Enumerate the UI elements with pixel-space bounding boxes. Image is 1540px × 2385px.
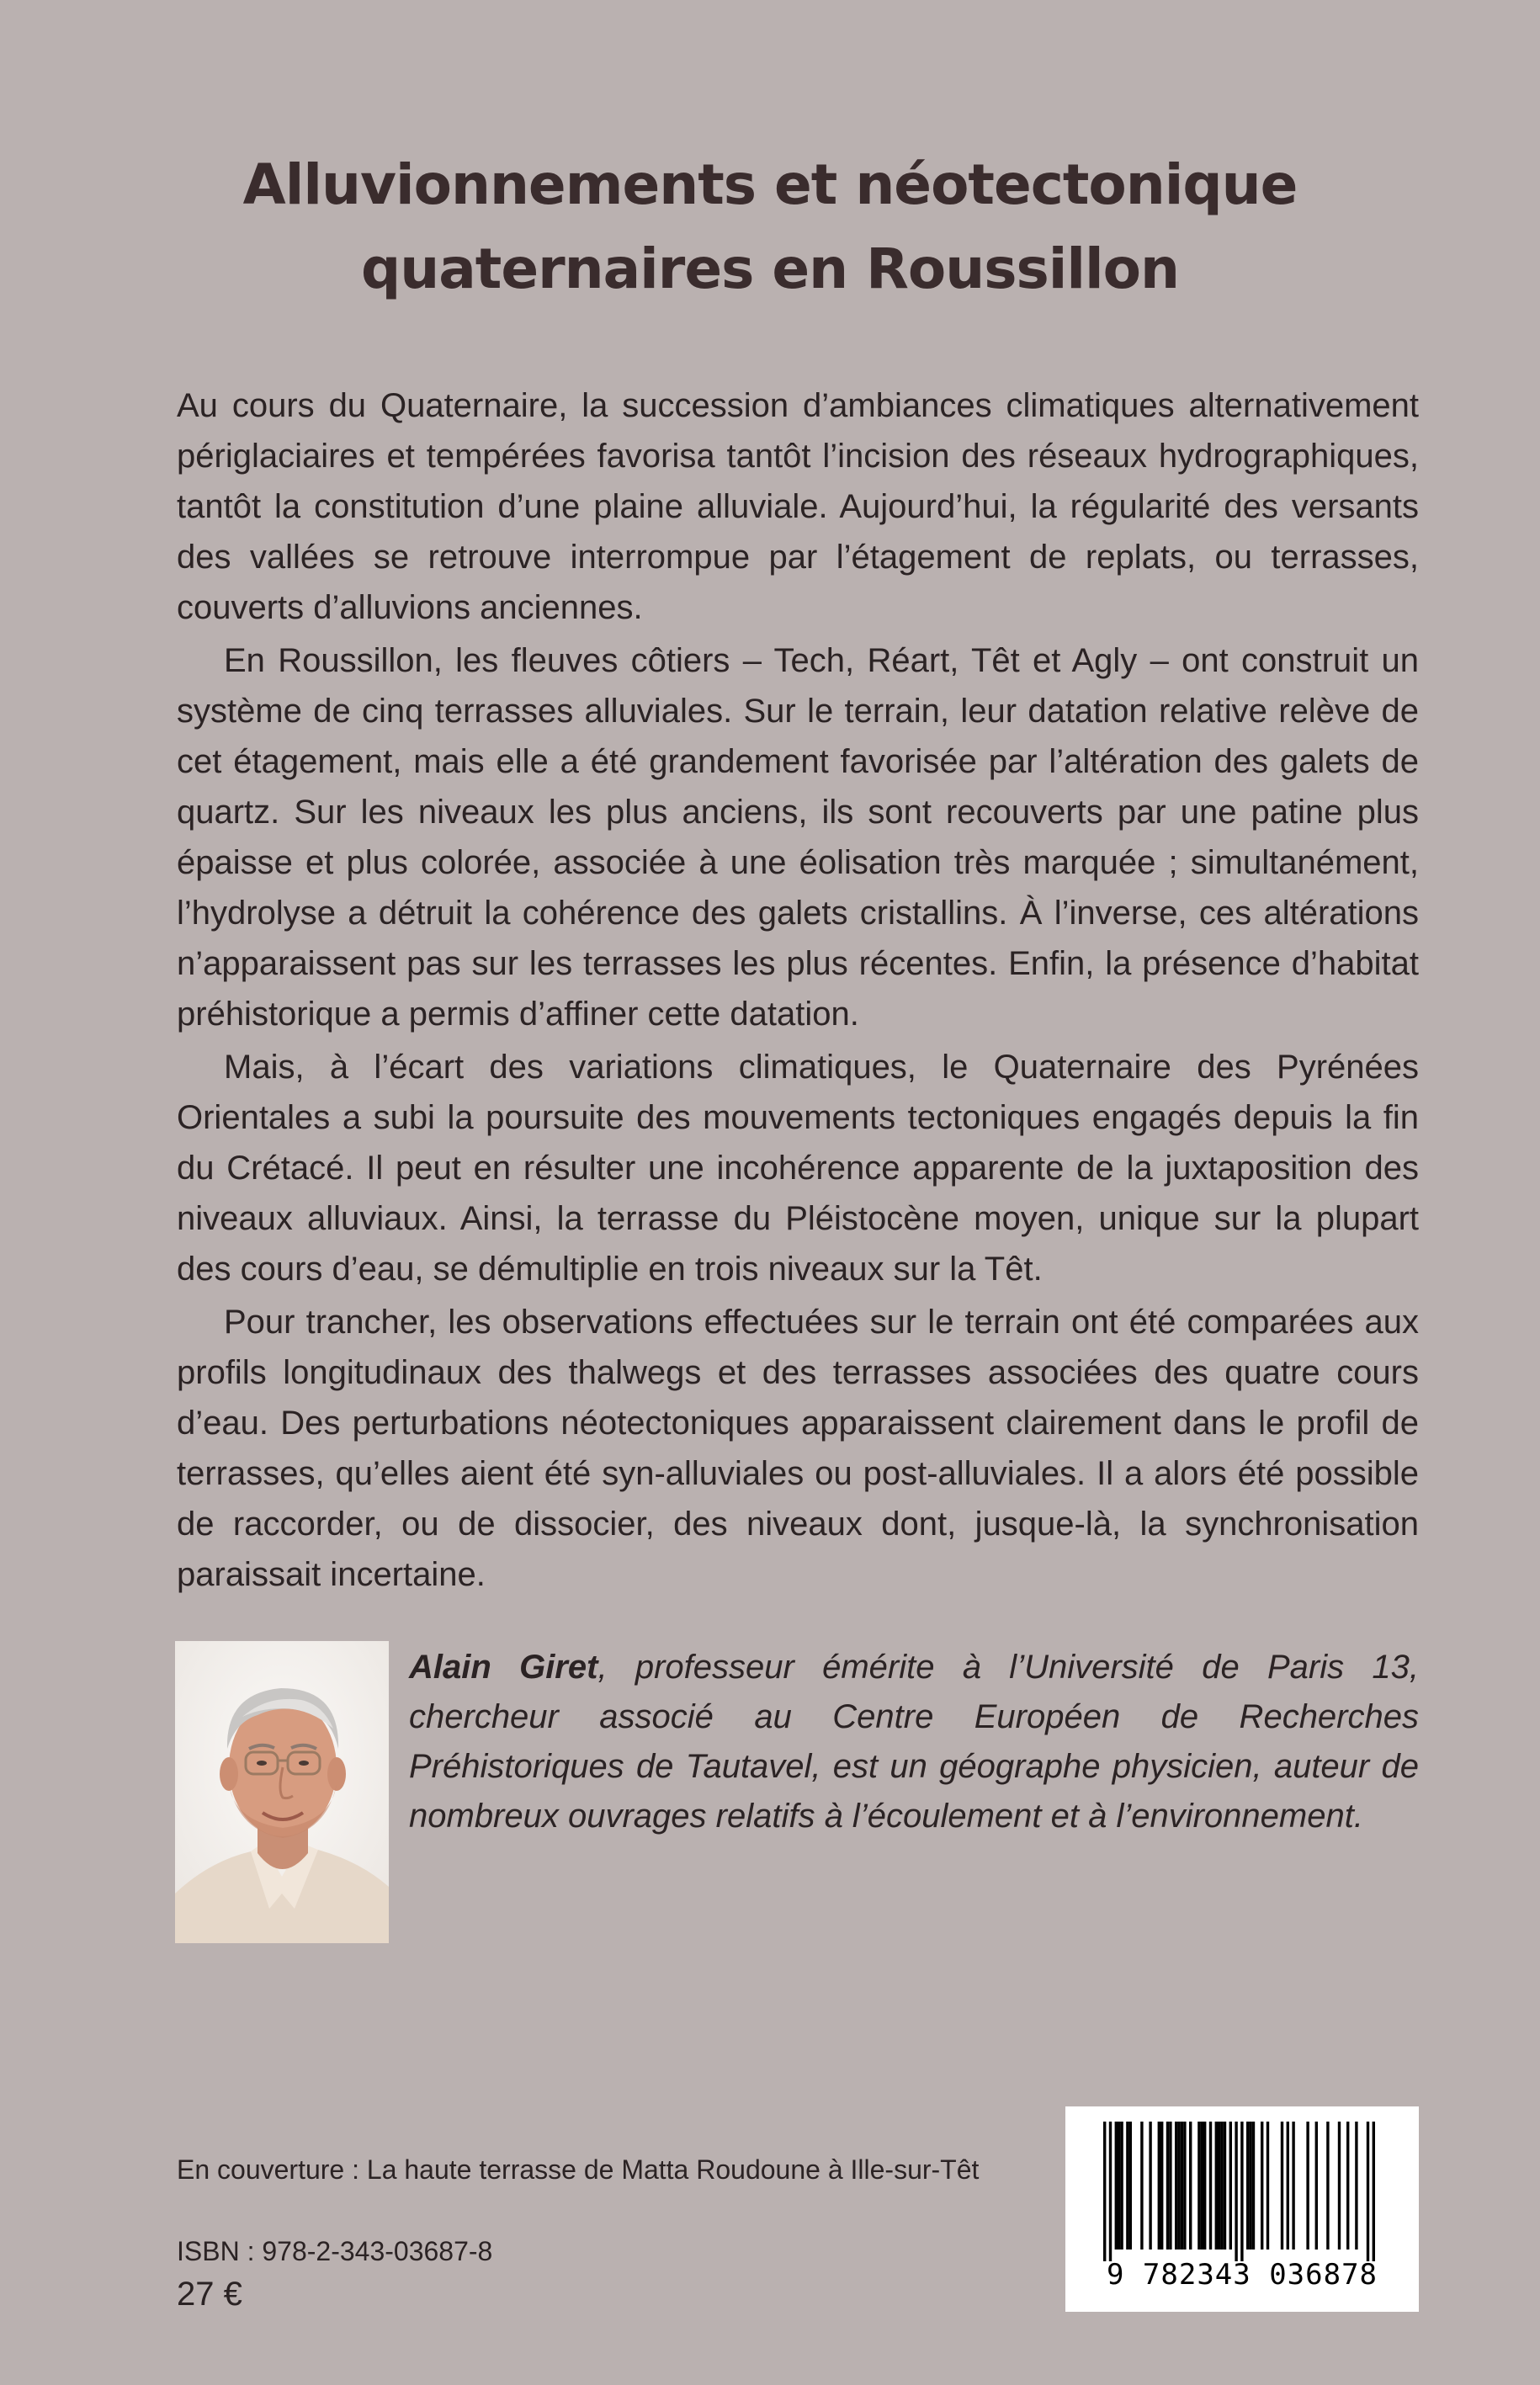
barcode-bar (1183, 2122, 1186, 2250)
barcode-bar (1249, 2122, 1251, 2250)
barcode-bar (1292, 2122, 1294, 2250)
barcode-bar (1287, 2122, 1289, 2250)
isbn: ISBN : 978-2-343-03687-8 (177, 2236, 493, 2266)
author-description: , professeur émérite à l’Université de Paris 13, chercheur associé au Centre Européen de Recherches Préhistoriques de Tautavel, est un géographe physicien, auteur de nombreux ouvrages relatifs à l’écoulement et à l’environnement. (409, 1649, 1419, 1835)
barcode-bar (1109, 2122, 1112, 2261)
barcode-bar (1281, 2122, 1283, 2250)
author-photo (175, 1641, 389, 1943)
author-bio (409, 1643, 1419, 1841)
author-name: Alain Giret (409, 1649, 598, 1686)
title-line-1: Alluvionnements et néotectonique (242, 152, 1298, 217)
barcode-bar (1201, 2122, 1203, 2250)
barcode-bar (1306, 2122, 1309, 2250)
barcode-bar (1126, 2122, 1128, 2250)
barcode-bar (1229, 2122, 1232, 2250)
barcode-bar (1209, 2122, 1212, 2250)
summary-paragraph-1: Au cours du Quaternaire, la succession d’ambiances climatiques alternativement périglaciaires et tempérées favorisa tantôt l’incision des réseaux hydrographiques, tantôt la constitution d’une plaine alluviale. Aujourd’hui, la régularité des versants des vallées se retrouve interrompue par l’étagement de replats, ou terrasses, couverts d’alluvions anciennes. (177, 387, 1419, 626)
barcode-bar (1189, 2122, 1192, 2250)
barcode-bar (1169, 2122, 1171, 2250)
barcode-bar (1103, 2122, 1106, 2261)
barcode-bar (1160, 2122, 1163, 2250)
barcode-bar (1246, 2122, 1249, 2250)
barcode-bar (1326, 2122, 1329, 2250)
summary-paragraph-2: En Roussillon, les fleuves côtiers – Tech, Réart, Têt et Agly – ont construit un système de cinq terrasses alluviales. Sur le terrain, leur datation relative relève de cet étagement, mais elle a été grandement favorisée par l’altération des galets de quartz. Sur les niveaux les plus anciens, ils sont recouverts par une patine plus épaisse et plus colorée, associée à une éolisation très marquée ; simultanément, l’hydrolyse a détruit la cohérence des galets cristallins. À l’inverse, ces altérations n’apparaissent pas sur les terrasses les plus récentes. Enfin, la présence d’habitat préhistorique a permis d’affiner cette datation. (177, 642, 1419, 1033)
barcode-bar (1181, 2122, 1183, 2250)
barcode-bar (1118, 2122, 1120, 2250)
barcode-bar (1367, 2122, 1369, 2261)
barcode-bar (1203, 2122, 1206, 2250)
barcode-bar (1166, 2122, 1169, 2250)
barcode-bar (1373, 2122, 1375, 2261)
barcode-bar (1315, 2122, 1318, 2250)
title-line-2: quaternaires en Roussillon (361, 236, 1179, 301)
barcode-bar (1129, 2122, 1132, 2250)
barcode-bar (1235, 2122, 1237, 2261)
barcode-bar (1224, 2122, 1226, 2250)
barcode-bar (1240, 2122, 1243, 2261)
book-title (0, 143, 1540, 311)
barcode-bar (1158, 2122, 1160, 2250)
barcode-digits: 9 782343 036878 (1106, 2258, 1378, 2292)
barcode-bar (1252, 2122, 1255, 2250)
summary-paragraph-3: Mais, à l’écart des variations climatiques, le Quaternaire des Pyrénées Orientales a subi la poursuite des mouvements tectoniques engagés depuis la fin du Crétacé. Il peut en résulter une incohérence apparente de la juxtaposition des niveaux alluviaux. Ainsi, la terrasse du Pléistocène moyen, unique sur la plupart des cours d’eau, se démultiplie en trois niveaux sur la Têt. (177, 1049, 1419, 1288)
barcode-bar (1346, 2122, 1349, 2250)
cover-credit: En couverture : La haute terrasse de Matta Roudoune à Ille-sur-Têt (177, 2154, 980, 2185)
barcode-bar (1355, 2122, 1357, 2250)
price: 27 € (177, 2276, 242, 2313)
barcode-bar (1220, 2122, 1223, 2250)
barcode (1065, 2106, 1419, 2312)
barcode-bar (1197, 2122, 1200, 2250)
barcode-bar (1215, 2122, 1218, 2250)
barcode-bar (1218, 2122, 1220, 2250)
summary-paragraph-4: Pour trancher, les observations effectuées sur le terrain ont été comparées aux profils longitudinaux des thalwegs et des terrasses associées des quatre cours d’eau. Des perturbations néotectoniques apparaissent clairement dans le profil de terrasses, qu’elles aient été syn-alluviales ou post-alluviales. Il a alors été possible de raccorder, ou de dissocier, des niveaux dont, jusque-là, la synchronisation paraissait incertaine. (177, 1304, 1419, 1593)
barcode-bar (1261, 2122, 1263, 2250)
barcode-bar (1140, 2122, 1143, 2250)
barcode-bar (1120, 2122, 1123, 2250)
barcode-bar (1267, 2122, 1269, 2250)
barcode-bar (1177, 2122, 1180, 2250)
barcode-bar (1175, 2122, 1177, 2250)
barcode-bar (1149, 2122, 1151, 2250)
author-portrait-illustration (175, 1641, 389, 1943)
barcode-bar (1338, 2122, 1341, 2250)
barcode-bar (1115, 2122, 1118, 2250)
summary-text (177, 380, 1419, 1602)
